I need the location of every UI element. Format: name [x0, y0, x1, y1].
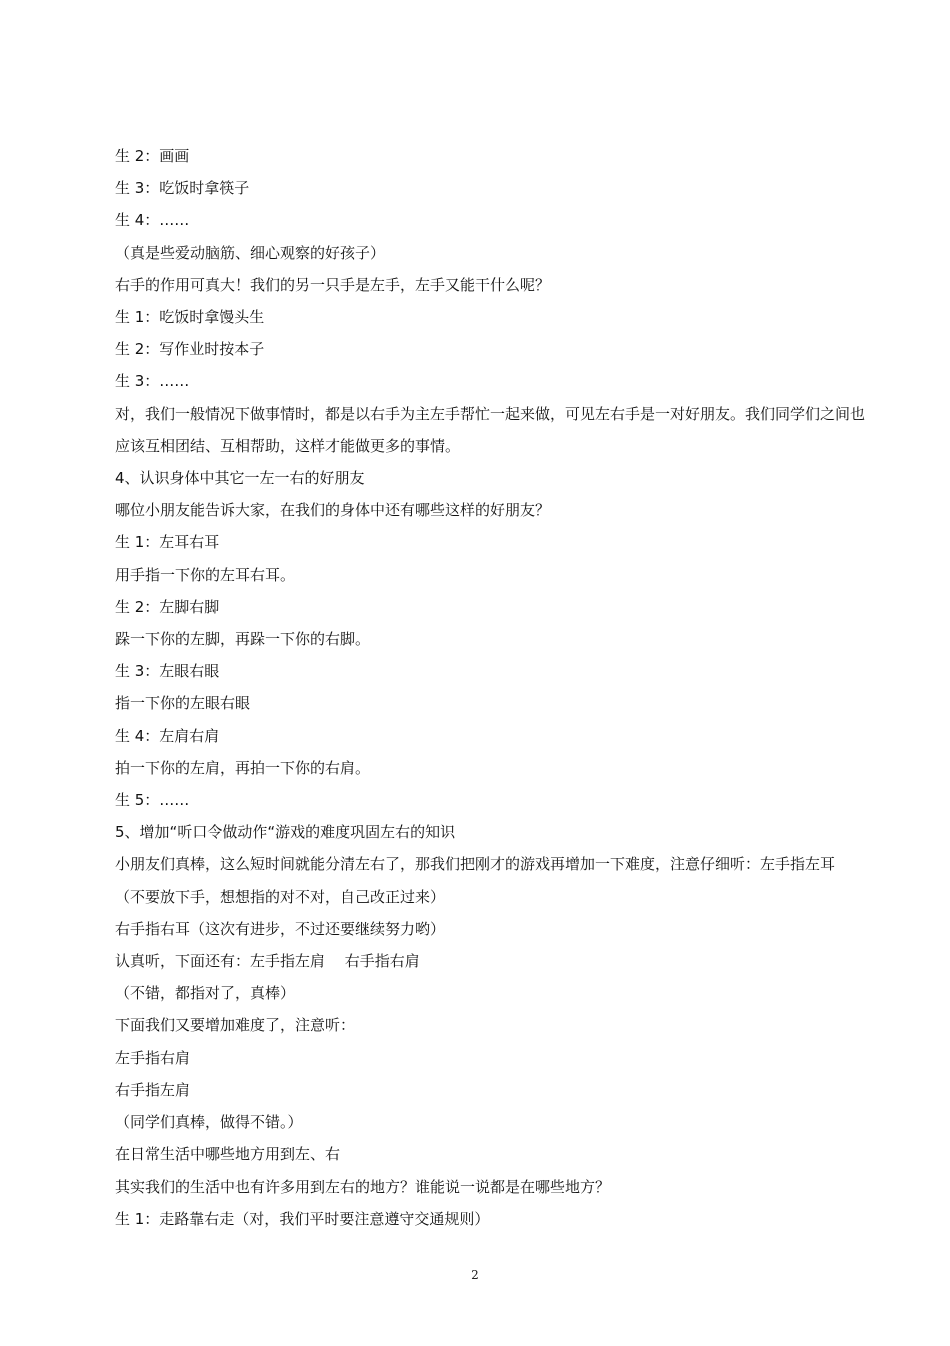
text-line: （不错，都指对了，真棒） — [115, 984, 296, 1003]
text-line: 生 4：左肩右肩 — [115, 726, 220, 745]
text-line: 拍一下你的左肩，再拍一下你的右肩。 — [115, 758, 371, 777]
text-paragraph: 对，我们一般情况下做事情时，都是以右手为主左手帮忙一起来做，可见左右手是一对好朋友。我们同学们之间也应该互相团结、互相帮助，这样才能做更多的事情。 — [115, 404, 866, 455]
text-line: 跺一下你的左脚，再跺一下你的右脚。 — [115, 630, 371, 649]
text-line: 生 2：左脚右脚 — [115, 597, 220, 616]
text-paragraph: 小朋友们真棒，这么短时间就能分清左右了，那我们把刚才的游戏再增加一下难度，注意仔细听：左手指左耳 — [115, 855, 836, 874]
text-line: 右手指左肩 — [115, 1080, 191, 1099]
text-line: 用手指一下你的左耳右耳。 — [115, 565, 296, 584]
text-line: （不要放下手，想想指的对不对，自己改正过来） — [115, 887, 446, 906]
text-line: 在日常生活中哪些地方用到左、右 — [115, 1145, 341, 1164]
text-line: 生 5：…… — [115, 791, 190, 810]
page-number: 2 — [471, 1268, 479, 1282]
document-body — [115, 140, 865, 1235]
text-line: 生 1：吃饭时拿馒头生 — [115, 308, 265, 327]
text-line: 生 2：写作业时按本子 — [115, 340, 265, 359]
text-line: （同学们真棒，做得不错。） — [115, 1113, 303, 1132]
text-line: 生 1：走路靠右走（对，我们平时要注意遵守交通规则） — [115, 1209, 490, 1228]
text-line: 哪位小朋友能告诉大家，在我们的身体中还有哪些这样的好朋友？ — [115, 501, 551, 520]
text-line: 左手指右肩 — [115, 1048, 191, 1067]
section-heading: 4、认识身体中其它一左一右的好朋友 — [115, 469, 365, 488]
text-line: 生 3：吃饭时拿筷子 — [115, 179, 250, 198]
text-line: 认真听，下面还有：左手指左肩 右手指右肩 — [115, 952, 420, 971]
text-line: 生 1：左耳右耳 — [115, 533, 220, 552]
text-line: 生 3：…… — [115, 372, 190, 391]
text-line: 生 3：左眼右眼 — [115, 662, 220, 681]
text-line: 右手指右耳（这次有进步，不过还要继续努力哟） — [115, 919, 446, 938]
section-heading: 5、增加“听口令做动作“游戏的难度巩固左右的知识 — [115, 823, 456, 842]
text-line: 生 2：画画 — [115, 147, 190, 165]
text-line: （真是些爱动脑筋、细心观察的好孩子） — [115, 243, 386, 262]
text-line: 下面我们又要增加难度了，注意听： — [115, 1016, 356, 1035]
text-line: 其实我们的生活中也有许多用到左右的地方？谁能说一说都是在哪些地方？ — [115, 1177, 611, 1196]
text-line: 生 4：…… — [115, 211, 190, 230]
text-line: 右手的作用可真大！我们的另一只手是左手，左手又能干什么呢？ — [115, 275, 551, 294]
text-line: 指一下你的左眼右眼 — [115, 694, 251, 713]
